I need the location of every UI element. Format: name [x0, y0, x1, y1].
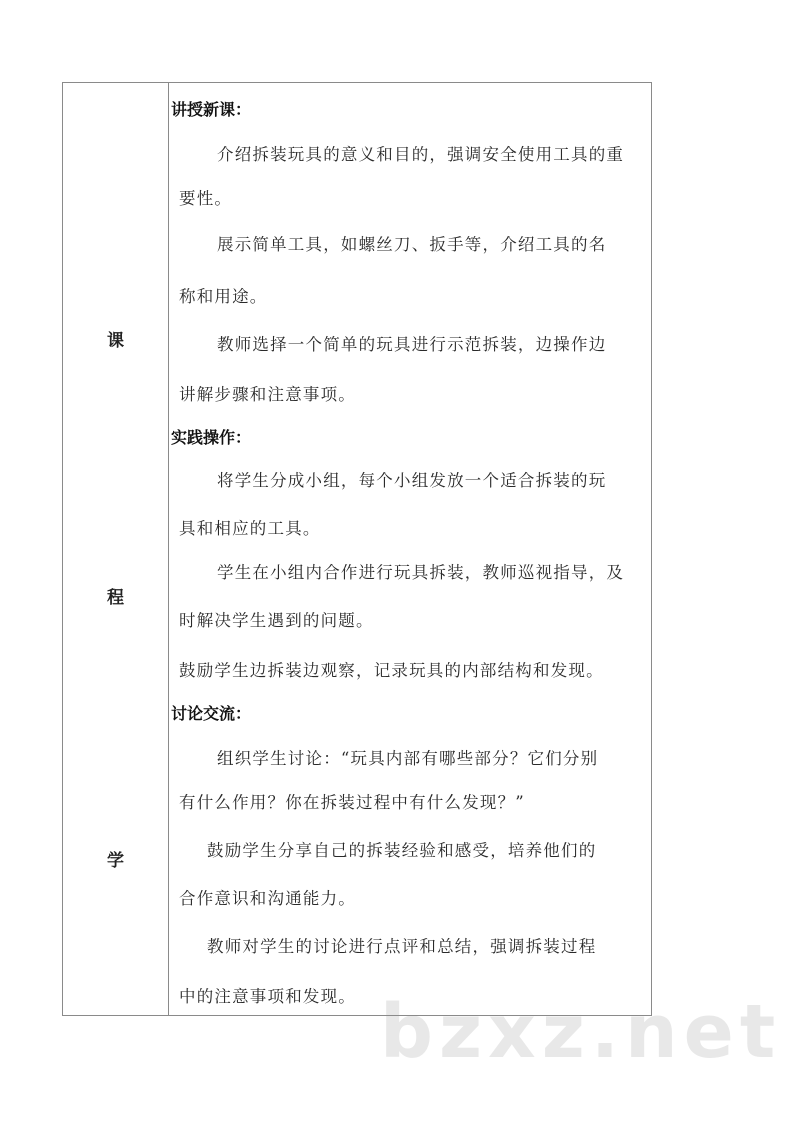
paragraph-line: 组织学生讨论：“玩具内部有哪些部分？它们分别 [217, 749, 599, 768]
watermark: bzxz.net [380, 989, 782, 1075]
paragraph-line: 鼓励学生边拆装边观察，记录玩具的内部结构和发现。 [179, 661, 604, 680]
paragraph-line: 教师对学生的讨论进行点评和总结，强调拆装过程 [207, 937, 597, 956]
paragraph-line: 鼓励学生分享自己的拆装经验和感受，培养他们的 [207, 841, 597, 860]
row-label-char-ke: 课 [107, 331, 124, 351]
paragraph-line: 学生在小组内合作进行玩具拆装，教师巡视指导，及 [217, 563, 625, 582]
paragraph-line: 要性。 [179, 189, 233, 208]
paragraph-line: 教师选择一个简单的玩具进行示范拆装，边操作边 [217, 335, 607, 354]
paragraph-line: 展示简单工具，如螺丝刀、扳手等，介绍工具的名 [217, 235, 607, 254]
lesson-process-table [62, 82, 652, 1016]
paragraph-line: 时解决学生遇到的问题。 [179, 611, 374, 630]
row-label-column [63, 83, 169, 1015]
section-heading-practice: 实践操作： [171, 428, 252, 447]
paragraph-line: 将学生分成小组，每个小组发放一个适合拆装的玩 [217, 471, 607, 490]
section-heading-discussion: 讨论交流： [171, 704, 252, 723]
paragraph-line: 有什么作用？你在拆装过程中有什么发现？” [179, 793, 525, 812]
row-label-char-cheng: 程 [107, 588, 124, 608]
row-label-char-xue: 学 [107, 851, 124, 871]
paragraph-line: 介绍拆装玩具的意义和目的，强调安全使用工具的重 [217, 145, 625, 164]
lesson-content-cell [169, 83, 651, 1015]
paragraph-line: 合作意识和沟通能力。 [179, 889, 356, 908]
paragraph-line: 具和相应的工具。 [179, 519, 321, 538]
paragraph-line: 称和用途。 [179, 287, 268, 306]
paragraph-line: 讲解步骤和注意事项。 [179, 385, 356, 404]
section-heading-lecture: 讲授新课： [171, 100, 252, 119]
paragraph-line: 中的注意事项和发现。 [179, 987, 356, 1006]
